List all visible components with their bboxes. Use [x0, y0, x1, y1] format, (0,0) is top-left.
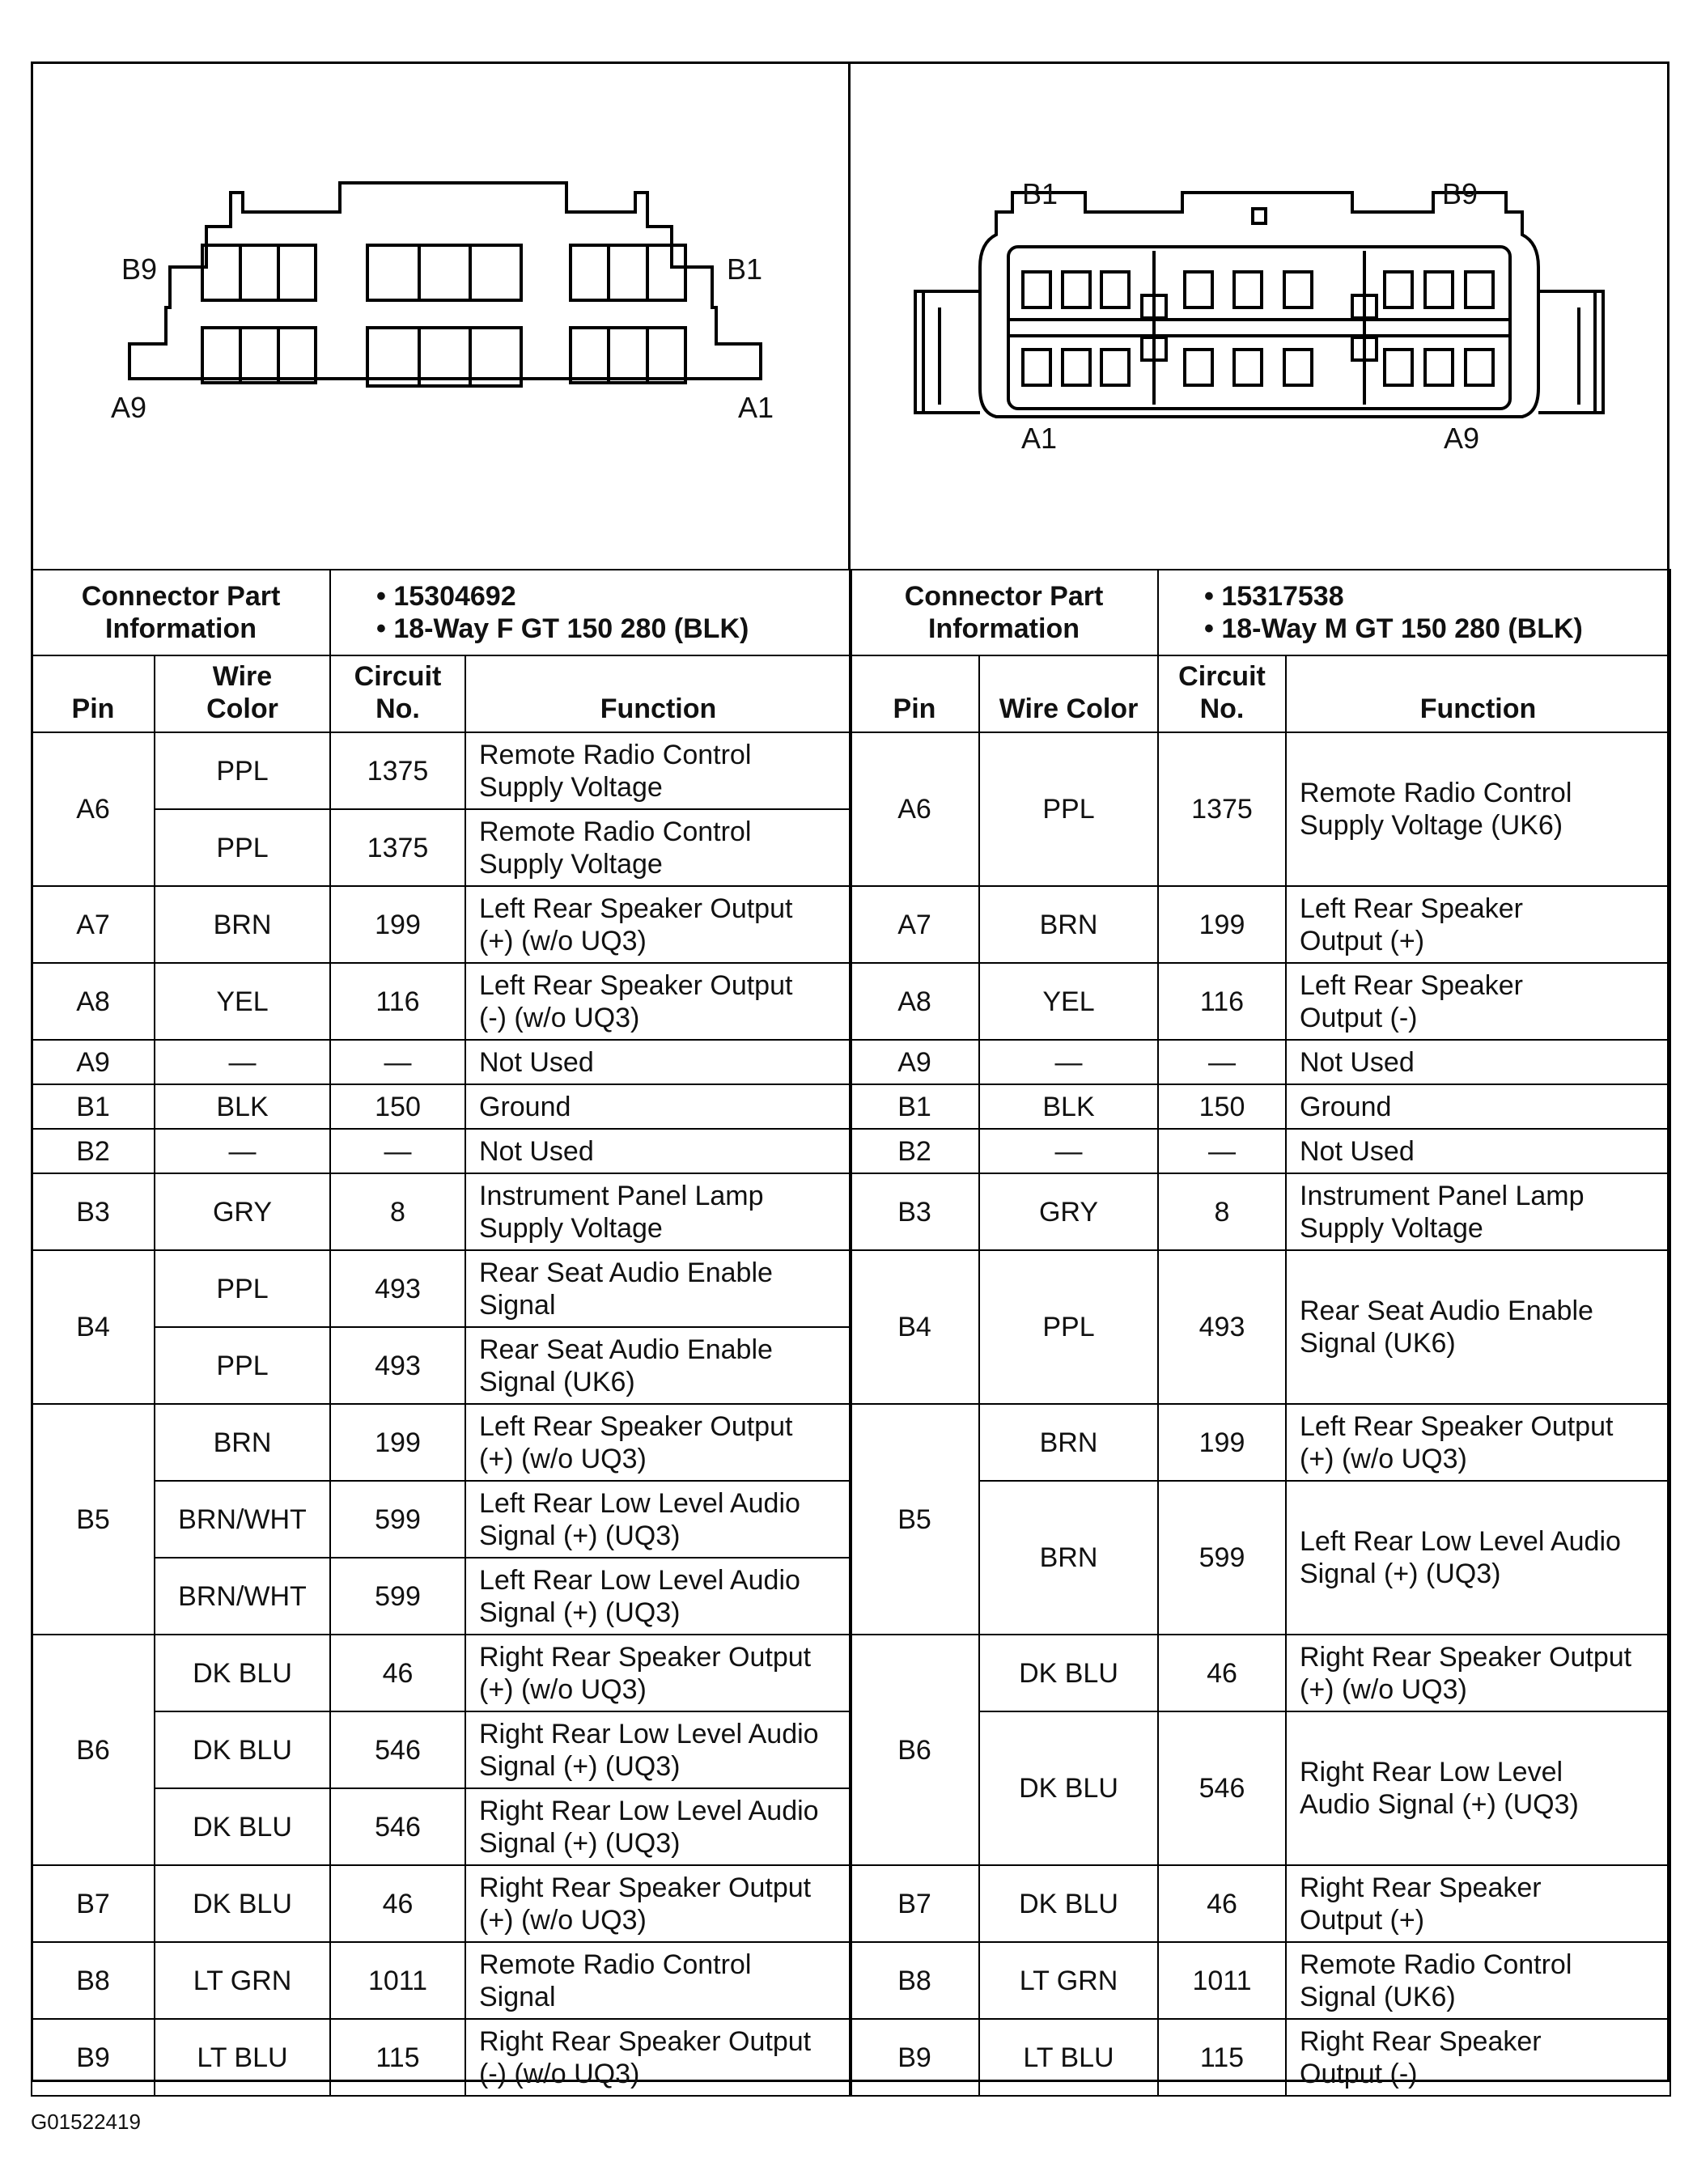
pin-cell: B2 [850, 1129, 979, 1173]
header-circuit [1158, 655, 1286, 732]
circuit-cell: 599 [330, 1558, 465, 1635]
function-cell [465, 1865, 851, 1942]
function-line: Left Rear Speaker Output [479, 1410, 793, 1442]
function-cell [1286, 1942, 1670, 2019]
circuit-cell: 115 [1158, 2019, 1286, 2096]
pin-cell: B1 [850, 1084, 979, 1129]
pin-row [850, 1129, 1670, 1173]
part-number: • 18-Way M GT 150 280 (BLK) [1204, 613, 1583, 644]
circuit-cell: 46 [1158, 1635, 1286, 1711]
male-connector-drawing [851, 0, 1668, 570]
circuit-cell: 46 [330, 1635, 465, 1711]
function-cell [465, 1481, 851, 1558]
circuit-cell: 493 [1158, 1250, 1286, 1404]
pin-cell: A7 [32, 886, 155, 963]
function-line: Remote Radio Control [1300, 1949, 1572, 1980]
header-line: Circuit [354, 661, 442, 692]
circuit-cell: 493 [330, 1327, 465, 1404]
wire-color-cell: — [979, 1040, 1158, 1084]
wire-color-cell: DK BLU [979, 1635, 1158, 1711]
function-line: Right Rear Speaker [1300, 2025, 1542, 2057]
function-line: Right Rear Speaker Output [479, 1641, 812, 1673]
function-cell [465, 1635, 851, 1711]
pin-row [32, 1942, 851, 2019]
pin-row [850, 1250, 1670, 1327]
pin-label-a1: A1 [738, 391, 774, 424]
part-info-label-line: Information [105, 613, 257, 644]
part-info-label-line: Connector Part [81, 581, 281, 612]
circuit-cell: 1375 [1158, 732, 1286, 886]
header-line: No. [375, 693, 420, 724]
function-line: Ground [479, 1091, 571, 1122]
function-line: Supply Voltage [479, 1212, 663, 1244]
pin-row [850, 1942, 1670, 2019]
function-line: (-) (w/o UQ3) [479, 1002, 640, 1033]
function-cell [465, 1040, 851, 1084]
pin-row [32, 1250, 851, 1327]
pin-label-a9: A9 [1444, 422, 1480, 455]
function-cell [465, 809, 851, 886]
pin-cell: B8 [32, 1942, 155, 2019]
function-line: Right Rear Speaker Output [1300, 1641, 1632, 1673]
pin-row [32, 1040, 851, 1084]
function-line: Signal (+) (UQ3) [479, 1750, 681, 1782]
function-line: Signal (+) (UQ3) [479, 1597, 681, 1628]
header-line: Circuit [1178, 661, 1266, 692]
wire-color-cell: BLK [979, 1084, 1158, 1129]
function-line: Signal (+) (UQ3) [479, 1827, 681, 1859]
function-cell [465, 1173, 851, 1250]
circuit-cell: 1375 [330, 809, 465, 886]
pin-row [850, 2019, 1670, 2096]
pin-row [32, 1635, 851, 1711]
wire-color-cell: YEL [979, 963, 1158, 1040]
function-cell [465, 1404, 851, 1481]
function-cell [1286, 1040, 1670, 1084]
header-wire-color: Wire Color [979, 655, 1158, 732]
header-pin: Pin [850, 655, 979, 732]
part-info-label-line: Information [928, 613, 1080, 644]
header-pin: Pin [32, 655, 155, 732]
function-line: Audio Signal (+) (UQ3) [1300, 1789, 1579, 1820]
part-info-label-line: Connector Part [904, 581, 1104, 612]
function-line: Instrument Panel Lamp [1300, 1180, 1585, 1211]
pin-cell: B4 [850, 1250, 979, 1404]
function-line: Remote Radio Control [479, 1949, 752, 1980]
pin-row [32, 1404, 851, 1481]
pin-row [32, 732, 851, 809]
function-line: Rear Seat Audio Enable [479, 1334, 773, 1365]
circuit-cell: 546 [1158, 1711, 1286, 1865]
column-header-row [850, 655, 1670, 732]
wire-color-cell: PPL [979, 1250, 1158, 1404]
function-cell [465, 2019, 851, 2096]
function-line: Left Rear Low Level Audio [1300, 1526, 1621, 1557]
function-line: Not Used [479, 1046, 594, 1078]
wire-color-cell: — [155, 1129, 330, 1173]
pin-row [850, 1635, 1670, 1711]
circuit-cell: 1011 [1158, 1942, 1286, 2019]
header-line: No. [1199, 693, 1245, 724]
function-line: Signal [479, 1981, 556, 2012]
pin-row [32, 886, 851, 963]
part-number: • 15317538 [1204, 581, 1344, 612]
pin-row [32, 963, 851, 1040]
circuit-cell: — [330, 1129, 465, 1173]
function-cell [1286, 1711, 1670, 1865]
pin-cell: B6 [32, 1635, 155, 1865]
wire-color-cell: PPL [979, 732, 1158, 886]
pin-row [32, 1084, 851, 1129]
circuit-cell: 115 [330, 2019, 465, 2096]
pin-cell: A9 [850, 1040, 979, 1084]
function-line: (+) (w/o UQ3) [479, 1904, 647, 1936]
function-line: Rear Seat Audio Enable [479, 1257, 773, 1288]
wire-color-cell: BRN [155, 886, 330, 963]
pin-row [32, 1173, 851, 1250]
function-line: (-) (w/o UQ3) [479, 2058, 640, 2089]
function-cell [465, 1250, 851, 1327]
wire-color-cell: YEL [155, 963, 330, 1040]
part-numbers [1158, 570, 1670, 655]
function-cell [465, 1788, 851, 1865]
wire-color-cell: DK BLU [155, 1711, 330, 1788]
function-line: (+) (w/o UQ3) [479, 1673, 647, 1705]
header-function: Function [1286, 655, 1670, 732]
circuit-cell: 199 [330, 1404, 465, 1481]
wire-color-cell: DK BLU [155, 1788, 330, 1865]
circuit-cell: 1011 [330, 1942, 465, 2019]
figure-id: G01522419 [31, 2110, 141, 2134]
header-function: Function [465, 655, 851, 732]
pin-label-a1: A1 [1021, 422, 1058, 455]
part-number: • 18-Way F GT 150 280 (BLK) [376, 613, 749, 644]
wire-color-cell: BRN/WHT [155, 1481, 330, 1558]
function-cell [1286, 886, 1670, 963]
function-cell [465, 1084, 851, 1129]
wire-color-cell: LT GRN [979, 1942, 1158, 2019]
wire-color-cell: LT BLU [979, 2019, 1158, 2096]
circuit-cell: 150 [1158, 1084, 1286, 1129]
pin-cell: B8 [850, 1942, 979, 2019]
pin-row [850, 1084, 1670, 1129]
function-line: Right Rear Speaker [1300, 1872, 1542, 1903]
wire-color-cell: GRY [979, 1173, 1158, 1250]
circuit-cell: 599 [330, 1481, 465, 1558]
part-info-label [32, 570, 330, 655]
circuit-cell: 199 [330, 886, 465, 963]
function-line: (+) (w/o UQ3) [1300, 1673, 1467, 1705]
function-line: Left Rear Speaker [1300, 969, 1523, 1001]
function-line: Supply Voltage (UK6) [1300, 810, 1563, 841]
wire-color-cell: DK BLU [979, 1865, 1158, 1942]
circuit-cell: — [1158, 1129, 1286, 1173]
pin-row [32, 1711, 851, 1788]
circuit-cell: 199 [1158, 1404, 1286, 1481]
wire-color-cell: PPL [155, 1327, 330, 1404]
function-line: Ground [1300, 1091, 1392, 1122]
function-cell [465, 1129, 851, 1173]
pin-cell: B5 [32, 1404, 155, 1635]
pin-cell: B1 [32, 1084, 155, 1129]
header-line: Color [206, 693, 278, 724]
pin-row [32, 2019, 851, 2096]
pin-row [850, 963, 1670, 1040]
function-cell [465, 963, 851, 1040]
pin-cell: B3 [32, 1173, 155, 1250]
function-line: (+) (w/o UQ3) [1300, 1443, 1467, 1474]
part-numbers [330, 570, 851, 655]
circuit-cell: 546 [330, 1711, 465, 1788]
pin-row [32, 1558, 851, 1635]
function-line: Right Rear Low Level Audio [479, 1795, 819, 1826]
pin-row [32, 1129, 851, 1173]
wire-color-cell: PPL [155, 1250, 330, 1327]
function-line: Left Rear Speaker Output [479, 893, 793, 924]
circuit-cell: 546 [330, 1788, 465, 1865]
function-line: Output (+) [1300, 1904, 1425, 1936]
header-wire-color [155, 655, 330, 732]
column-header-row [32, 655, 851, 732]
function-line: Left Rear Low Level Audio [479, 1487, 800, 1519]
function-line: (+) (w/o UQ3) [479, 1443, 647, 1474]
wire-color-cell: — [155, 1040, 330, 1084]
pin-row [850, 1040, 1670, 1084]
circuit-cell: 493 [330, 1250, 465, 1327]
pin-row [850, 732, 1670, 809]
function-line: Supply Voltage [1300, 1212, 1483, 1244]
pin-row [850, 1404, 1670, 1481]
function-cell [1286, 1404, 1670, 1481]
circuit-cell: 8 [330, 1173, 465, 1250]
function-line: Supply Voltage [479, 848, 663, 880]
circuit-cell: 46 [1158, 1865, 1286, 1942]
circuit-cell: 116 [1158, 963, 1286, 1040]
pin-cell: B3 [850, 1173, 979, 1250]
pin-row [32, 809, 851, 886]
pin-label-b1: B1 [727, 252, 763, 286]
circuit-cell: 116 [330, 963, 465, 1040]
function-line: Signal (UK6) [1300, 1981, 1456, 2012]
pin-cell: B9 [850, 2019, 979, 2096]
pin-cell: A7 [850, 886, 979, 963]
pin-cell: B7 [850, 1865, 979, 1942]
function-line: Remote Radio Control [479, 739, 752, 770]
function-line: (+) (w/o UQ3) [479, 925, 647, 956]
pin-cell: A8 [850, 963, 979, 1040]
function-cell [1286, 732, 1670, 886]
female-connector-pinout-table [31, 569, 852, 2097]
header-line: Wire [212, 661, 273, 692]
wire-color-cell: GRY [155, 1173, 330, 1250]
part-info-label [850, 570, 1158, 655]
function-cell [465, 886, 851, 963]
part-info-row [32, 570, 851, 655]
function-line: Right Rear Low Level [1300, 1757, 1563, 1787]
function-cell [1286, 963, 1670, 1040]
function-cell [1286, 2019, 1670, 2096]
wire-color-cell: BRN/WHT [155, 1558, 330, 1635]
pin-row [32, 1865, 851, 1942]
function-line: Left Rear Low Level Audio [479, 1564, 800, 1596]
function-cell [465, 732, 851, 809]
pin-row [850, 886, 1670, 963]
pin-row [32, 1481, 851, 1558]
part-number: • 15304692 [376, 581, 516, 612]
function-cell [1286, 1084, 1670, 1129]
pin-row [850, 1173, 1670, 1250]
wire-color-cell: DK BLU [979, 1711, 1158, 1865]
circuit-cell: 199 [1158, 886, 1286, 963]
function-line: Output (-) [1300, 1002, 1418, 1033]
function-cell [465, 1942, 851, 2019]
pin-cell: A9 [32, 1040, 155, 1084]
function-line: Left Rear Speaker Output [1300, 1410, 1614, 1442]
wire-color-cell: BRN [979, 1404, 1158, 1481]
pin-cell: B7 [32, 1865, 155, 1942]
function-cell [1286, 1865, 1670, 1942]
wire-color-cell: BLK [155, 1084, 330, 1129]
wire-color-cell: BRN [979, 886, 1158, 963]
function-line: Rear Seat Audio Enable [1300, 1296, 1593, 1326]
circuit-cell: — [330, 1040, 465, 1084]
wire-color-cell: LT BLU [155, 2019, 330, 2096]
pin-cell: A6 [850, 732, 979, 886]
function-line: Remote Radio Control [479, 816, 752, 847]
circuit-cell: 150 [330, 1084, 465, 1129]
function-cell [465, 1711, 851, 1788]
header-circuit [330, 655, 465, 732]
wire-color-cell: DK BLU [155, 1635, 330, 1711]
wire-color-cell: BRN [155, 1404, 330, 1481]
pin-cell: A6 [32, 732, 155, 886]
pin-cell: B6 [850, 1635, 979, 1865]
function-line: Not Used [1300, 1046, 1415, 1078]
wire-color-cell: PPL [155, 732, 330, 809]
circuit-cell: 599 [1158, 1481, 1286, 1635]
male-connector-pinout-table [849, 569, 1671, 2097]
pin-label-a9: A9 [111, 391, 147, 424]
pin-cell: B5 [850, 1404, 979, 1635]
function-line: Signal (+) (UQ3) [479, 1520, 681, 1551]
part-info-row [850, 570, 1670, 655]
function-cell [1286, 1250, 1670, 1404]
function-cell [1286, 1635, 1670, 1711]
function-cell [465, 1558, 851, 1635]
circuit-cell: 8 [1158, 1173, 1286, 1250]
function-line: Signal (+) (UQ3) [1300, 1558, 1501, 1589]
pin-label-b9: B9 [1442, 177, 1479, 210]
wire-color-cell: DK BLU [155, 1865, 330, 1942]
pin-row [850, 1865, 1670, 1942]
wire-color-cell: PPL [155, 809, 330, 886]
function-line: Output (+) [1300, 925, 1425, 956]
pin-cell: A8 [32, 963, 155, 1040]
function-line: Right Rear Low Level Audio [479, 1718, 819, 1749]
function-line: Not Used [1300, 1135, 1415, 1167]
pin-label-b1: B1 [1022, 177, 1059, 210]
function-cell [1286, 1129, 1670, 1173]
function-cell [465, 1327, 851, 1404]
function-line: Right Rear Speaker Output [479, 2025, 812, 2057]
wire-color-cell: LT GRN [155, 1942, 330, 2019]
circuit-cell: 46 [330, 1865, 465, 1942]
function-line: Signal (UK6) [1300, 1328, 1456, 1359]
pin-label-b9: B9 [121, 252, 158, 286]
circuit-cell: — [1158, 1040, 1286, 1084]
function-line: Signal (UK6) [479, 1366, 635, 1397]
function-line: Signal [479, 1289, 556, 1321]
function-line: Not Used [479, 1135, 594, 1167]
pin-cell: B2 [32, 1129, 155, 1173]
function-line: Left Rear Speaker Output [479, 969, 793, 1001]
function-line: Left Rear Speaker [1300, 893, 1523, 924]
pin-cell: B4 [32, 1250, 155, 1404]
function-line: Instrument Panel Lamp [479, 1180, 764, 1211]
function-line: Output (-) [1300, 2058, 1418, 2089]
circuit-cell: 1375 [330, 732, 465, 809]
wire-color-cell: BRN [979, 1481, 1158, 1635]
function-cell [1286, 1481, 1670, 1635]
function-line: Right Rear Speaker Output [479, 1872, 812, 1903]
wire-color-cell: — [979, 1129, 1158, 1173]
function-line: Supply Voltage [479, 771, 663, 803]
pin-cell: B9 [32, 2019, 155, 2096]
function-line: Remote Radio Control [1300, 778, 1572, 808]
pin-row [32, 1327, 851, 1404]
function-cell [1286, 1173, 1670, 1250]
pin-row [32, 1788, 851, 1865]
